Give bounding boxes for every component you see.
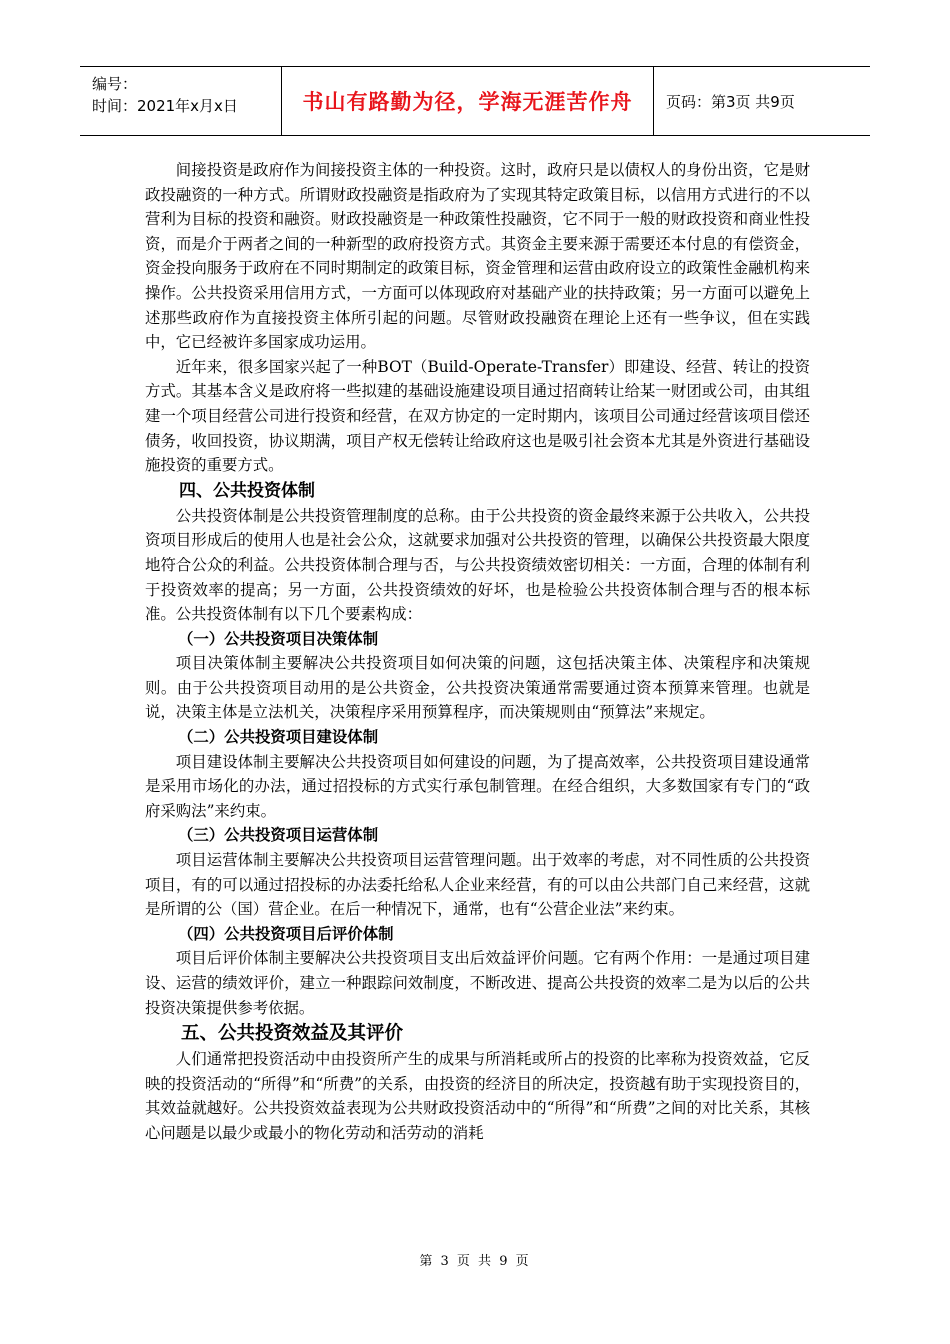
paragraph-construction-system: 项目建设体制主要解决公共投资项目如何建设的问题，为了提高效率，公共投资项目建设通常是采用市场化的办法，通过招投标的方式实行承包制管理。在经合组织，大多数国家有专门的“政府采购法”来约束。 [145,752,810,820]
subheading-decision-system: （一）公共投资项目决策体制 [178,629,379,648]
paragraph-bot: 近年来，很多国家兴起了一种BOT（Build-Operate-Transfer）即建设、经营、转让的投资方式。其基本含义是政府将一些拟建的基础设施建设项目通过招商转让给某一财团或公司，由其组建一个项目经营公司进行投资和经营，在双方协定的一定时期内，该项目公司通过经营该项目偿还债务，收回投资，协议期满，项目产权无偿转让给政府这也是吸引社会资本尤其是外资进行基础设施投资的重要方式。 [145,357,810,475]
header-page-number: 页码：第3页 共9页 [666,92,795,111]
section-heading-investment-benefit: 五、公共投资效益及其评价 [181,1023,404,1045]
header-motto: 书山有路勤为径，学海无涯苦作舟 [282,67,654,135]
page-footer: 第 3 页 共 9 页 [419,1254,531,1269]
page-header [80,66,870,136]
paragraph-post-evaluation-system: 项目后评价体制主要解决公共投资项目支出后效益评价问题。它有两个作用：一是通过项目建设、运营的绩效评价，建立一种跟踪问效制度，不断改进、提高公共投资的效率二是为以后的公共投资决策提供参考依据。 [145,949,810,1017]
paragraph-operation-system: 项目运营体制主要解决公共投资项目运营管理问题。出于效率的考虑，对不同性质的公共投资项目，有的可以通过招投标的办法委托给私人企业来经营，有的可以由公共部门自己来经营，这就是所谓的公（国）营企业。在后一种情况下，通常，也有“公营企业法”来约束。 [145,851,810,919]
document-body [145,158,810,1146]
subheading-post-evaluation-system: （四）公共投资项目后评价体制 [178,924,394,943]
subheading-operation-system: （三）公共投资项目运营体制 [178,826,379,845]
paragraph-investment-system: 公共投资体制是公共投资管理制度的总称。由于公共投资的资金最终来源于公共收入，公共投资项目形成后的使用人也是社会公众，这就要求加强对公共投资的管理，以确保公共投资最大限度地符合公众的利益。公共投资体制合理与否，与公共投资绩效密切相关：一方面，合理的体制有利于投资效率的提高；另一方面，公共投资绩效的好坏，也是检验公共投资体制合理与否的根本标准。公共投资体制有以下几个要素构成： [145,506,810,624]
header-meta [80,67,282,135]
paragraph-investment-benefit: 人们通常把投资活动中由投资所产生的成果与所消耗或所占的投资的比率称为投资效益，它反映的投资活动的“所得”和“所费”的关系，由投资的经济目的所决定，投资越有助于实现投资目的，其效益就越好。公共投资效益表现为公共财政投资活动中的“所得”和“所费”之间的对比关系，其核心问题是以最少或最小的物化劳动和活劳动的消耗 [145,1050,810,1142]
document-number-label: 编号： [92,75,138,93]
document-date: 时间：2021年x月x日 [92,97,238,115]
subheading-construction-system: （二）公共投资项目建设体制 [178,728,379,747]
section-heading-investment-system: 四、公共投资体制 [179,480,315,501]
paragraph-decision-system: 项目决策体制主要解决公共投资项目如何决策的问题，这包括决策主体、决策程序和决策规则。由于公共投资项目动用的是公共资金，公共投资决策通常需要通过资本预算来管理。也就是说，决策主体是立法机关，决策程序采用预算程序，而决策规则由“预算法”来规定。 [145,654,810,722]
paragraph-indirect-investment: 间接投资是政府作为间接投资主体的一种投资。这时，政府只是以债权人的身份出资，它是财政投融资的一种方式。所谓财政投融资是指政府为了实现其特定政策目标，以信用方式进行的不以营利为目标的投资和融资。财政投融资是一种政策性投融资，它不同于一般的财政投资和商业性投资，而是介于两者之间的一种新型的政府投资方式。其资金主要来源于需要还本付息的有偿资金，资金投向服务于政府在不同时期制定的政策目标，资金管理和运营由政府设立的政策性金融机构来操作。公共投资采用信用方式，一方面可以体现政府对基础产业的扶持政策；另一方面可以避免上述那些政府作为直接投资主体所引起的问题。尽管财政投融资在理论上还有一些争议，但在实践中，它已经被许多国家成功运用。 [145,161,810,352]
